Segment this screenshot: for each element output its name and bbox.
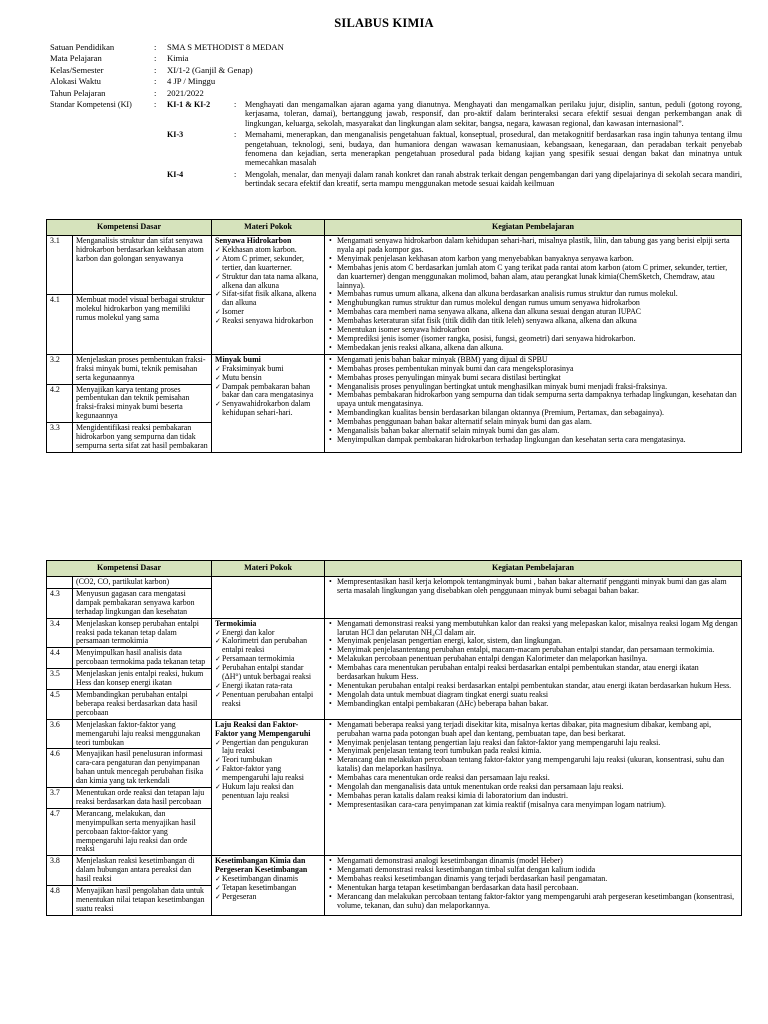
- kd-number: 3.7: [47, 788, 73, 809]
- table-header-row: [47, 220, 742, 236]
- materi-item: ✓ Fraksiminyak bumi: [215, 365, 321, 374]
- kegiatan-item: • Membahas pembakaran hidrokarbon yang sempurna dan tidak sempurna serta dampaknya terhadap lingkungan, kesehatan dan upaya untuk mengatasinya.: [328, 391, 738, 409]
- kd-text: Menentukan orde reaksi dan tetapan laju reaksi berdasarkan data hasil percobaan: [73, 788, 212, 809]
- kegiatan-item: • Memprediksi jenis isomer (isomer rangka, posisi, fungsi, geometri) dari senyawa hidrokarbon.: [328, 335, 738, 344]
- syllabus-table-1: [46, 219, 742, 453]
- table-row: [47, 719, 742, 749]
- kegiatan-item: • Membahas proses penyulingan minyak bumi secara distilasi bertingkat: [328, 374, 738, 383]
- kd-text: Membandingkan perubahan entalpi beberapa reaksi berdasarkan data hasil percobaan: [73, 689, 212, 719]
- materi-item: ✓ Hukum laju reaksi dan penentuan laju reaksi: [215, 783, 321, 801]
- materi-item: ✓ Energi dan kalor: [215, 629, 321, 638]
- materi-list: [215, 246, 321, 326]
- ki-text: Mengolah, menalar, dan menyaji dalam ranah konkret dan ranah abstrak terkait dengan pengembangan dari yang dipelajarinya di sekolah secara mandiri, bertindak secara efektif dan kreatif, serta mampu menggunakan metode sesuai kaidah keilmuan: [245, 169, 742, 189]
- materi-title: Kesetimbangan Kimia dan Pergeseran Kesetimbangan: [215, 856, 308, 875]
- info-row: [50, 53, 750, 64]
- kegiatan-item: • Menghubungkan rumus struktur dan rumus molekul dengan rumus umum senyawa hidrokarbon: [328, 299, 738, 308]
- materi-title: Laju Reaksi dan Faktor-Faktor yang Mempengaruhi: [215, 719, 311, 738]
- kd-text: Menjelaskan proses pembentukan fraksi-fraksi minyak bumi, teknik pemisahan serta kegunaannya: [73, 354, 212, 384]
- kd-text: Menjelaskan jenis entalpi reaksi, hukum Hess dan konsep energi ikatan: [73, 669, 212, 690]
- kegiatan-item: • Mengolah dan menganalisis data untuk menentukan orde reaksi dan persamaan laju reaksi.: [328, 783, 738, 792]
- kegiatan-item: • Mempresentasikan cara-cara penyimpanan zat kimia reaktif (misalnya cara menyimpan logam natrium).: [328, 801, 738, 810]
- colon: :: [154, 87, 157, 98]
- info-label: Alokasi Waktu: [50, 76, 101, 87]
- info-row: [50, 88, 750, 99]
- materi-item: ✓ Tetapan kesetimbangan: [215, 884, 321, 893]
- colon: :: [234, 100, 237, 110]
- kd-text: Menyajikan karya tentang proses pembentukan dan teknik pemisahan fraksi-fraksi minyak bumi beserta kegunaannya: [73, 384, 212, 423]
- materi-item: ✓ Pengertian dan pengukuran laju reaksi: [215, 739, 321, 757]
- kegiatan-item: • Mengamati demonstrasi reaksi kesetimbangan timbal sulfat dengan kalium iodida: [328, 866, 738, 875]
- kd-text: Merancang, melakukan, dan menyimpulkan serta menyajikan hasil percobaan faktor-faktor yang mempengaruhi laju reaksi dan orde reaksi: [73, 808, 212, 856]
- header-materi-pokok: Materi Pokok: [212, 220, 325, 236]
- materi-item: ✓ Struktur dan tata nama alkana, alkena dan alkuna: [215, 273, 321, 291]
- kegiatan-item: • Membedakan jenis reaksi alkana, alkena dan alkuna.: [328, 344, 738, 353]
- info-label: Tahun Pelajaran: [50, 87, 106, 98]
- kegiatan-list: [328, 237, 738, 353]
- materi-list: [215, 875, 321, 902]
- materi-item: ✓ Kalorimetri dan perubahan entalpi reaksi: [215, 637, 321, 655]
- colon: :: [234, 169, 237, 179]
- materi-item: ✓ Atom C primer, sekunder, tertier, dan kuarterner.: [215, 255, 321, 273]
- kegiatan-item: • Membahas rumus umum alkana, alkena dan alkuna berdasarkan analisis rumus struktur dan rumus molekul.: [328, 290, 738, 299]
- ki-row: [50, 170, 750, 189]
- info-label: Kelas/Semester: [50, 64, 104, 75]
- materi-pokok-cell: [212, 354, 325, 452]
- kegiatan-item: • Menyimak penjelasan kekhasan atom karbon yang menyebabkan banyaknya senyawa karbon.: [328, 255, 738, 264]
- materi-item: ✓ Kesetimbangan dinamis: [215, 875, 321, 884]
- materi-pokok-cell: [212, 719, 325, 856]
- header-kompetensi-dasar: Kompetensi Dasar: [47, 220, 212, 236]
- syllabus-table-2: [46, 560, 742, 916]
- colon: :: [154, 53, 157, 64]
- kegiatan-item: • Membahas keteraturan sifat fisik (titik didih dan titik leleh) senyawa alkana, alkena dan alkuna: [328, 317, 738, 326]
- kd-number: [47, 577, 73, 589]
- kegiatan-item: • Merancang dan melakukan percobaan tentang faktor-faktor yang mempengaruhi arah pergeseran kesetimbangan (konsentrasi, volume, tekanan, dan suhu) dan melaporkannya.: [328, 893, 738, 911]
- kegiatan-item: • Menyimpulkan dampak pembakaran hidrokarbon terhadap lingkungan dan kesehatan serta cara mengatasinya.: [328, 436, 738, 445]
- kd-number: 3.1: [47, 236, 73, 295]
- header-kegiatan: Kegiatan Pembelajaran: [325, 561, 742, 577]
- kegiatan-item: • Menentukan perubahan entalpi reaksi berdasarkan entalpi pembentukan standar, atau energi ikatan berdasarkan hukum Hess.: [328, 682, 738, 691]
- ki-row: [50, 130, 750, 168]
- info-row: [50, 65, 750, 76]
- kd-text: Menjelaskan reaksi kesetimbangan di dalam hubungan antara pereaksi dan hasil reaksi: [73, 856, 212, 886]
- kd-number: 4.5: [47, 689, 73, 719]
- kegiatan-item: • Mengamati beberapa reaksi yang terjadi disekitar kita, misalnya kertas dibakar, pita magnesium dibakar, kembang api, perubahan warna pada potongan buah apel dan kentang, pembuatan tape, dan besi berkarat.: [328, 721, 738, 739]
- info-label: Mata Pelajaran: [50, 53, 102, 64]
- kegiatan-item: • Menyimak penjelasantentang perubahan entalpi, macam-macam perubahan entalpi standar, dan persamaan termokimia.: [328, 646, 738, 655]
- materi-item: ✓ Energi ikatan rata-rata: [215, 682, 321, 691]
- info-value: 2021/2022: [167, 87, 204, 98]
- kegiatan-list: [328, 721, 738, 810]
- kegiatan-item: • Mengamati senyawa hidrokarbon dalam kehidupan sehari-hari, misalnya plastik, lilin, dan tabung gas yang berisi elpiji serta nyala api pada kompor gas.: [328, 237, 738, 255]
- materi-item: ✓ Sifat-sifat fisik alkana, alkena dan alkuna: [215, 290, 321, 308]
- kegiatan-item: • Membahas peran katalis dalam reaksi kimia di laboratorium dan industri.: [328, 792, 738, 801]
- kegiatan-list: [328, 620, 738, 709]
- materi-item: ✓ Faktor-faktor yang mempengaruhi laju reaksi: [215, 765, 321, 783]
- kegiatan-item: • Mengamati jenis bahan bakar minyak (BBM) yang dijual di SPBU: [328, 356, 738, 365]
- kd-number: 4.7: [47, 808, 73, 856]
- kd-number: 4.6: [47, 749, 73, 788]
- kegiatan-item: • Menganalisis bahan bakar alternatif selain minyak bumi dan gas alam.: [328, 427, 738, 436]
- colon: :: [154, 64, 157, 75]
- kegiatan-list: [328, 578, 738, 596]
- kd-text: Menyajikan hasil penelusuran informasi cara-cara pengaturan dan penyimpanan bahan untuk mencegah perubahan fisika dan kimia yang tak terkendali: [73, 749, 212, 788]
- kegiatan-item: • Mempresentasikan hasil kerja kelompok tentangminyak bumi , bahan bakar alternatif pengganti minyak bumi dan gas alam serta masalah lingkungan yang disebabkan oleh penggunaan minyak bumi sebagai bahan bakar.: [328, 578, 738, 596]
- kegiatan-item: • Membandingkan kualitas bensin berdasarkan bilangan oktannya (Premium, Pertamax, dan sebagainya).: [328, 409, 738, 418]
- kegiatan-item: • Menyimak penjelasan pengertian energi, kalor, sistem, dan lingkungan.: [328, 637, 738, 646]
- kegiatan-cell: [325, 856, 742, 915]
- kd-text: (CO2, CO, partikulat karbon): [73, 577, 212, 589]
- kegiatan-item: • Membahas cara memberi nama senyawa alkana, alkena dan alkuna sesuai dengan aturan IUPAC: [328, 308, 738, 317]
- colon: :: [234, 130, 237, 140]
- info-value: SMA S METHODIST 8 MEDAN: [167, 42, 284, 52]
- materi-item: ✓ Senyawahidrokarbon dalam kehidupan sehari-hari.: [215, 400, 321, 418]
- materi-pokok-cell: [212, 856, 325, 915]
- table-row: [47, 354, 742, 384]
- kd-number: 4.4: [47, 648, 73, 669]
- kegiatan-cell: [325, 719, 742, 856]
- ki-row: [50, 100, 750, 128]
- kd-text: Menjelaskan konsep perubahan entalpi reaksi pada tekanan tetap dalam persamaan termokimia: [73, 618, 212, 648]
- kd-text: Membuat model visual berbagai struktur molekul hidrokarbon yang memiliki rumus molekul yang sama: [73, 295, 212, 354]
- materi-item: ✓ Reaksi senyawa hidrokarbon: [215, 317, 321, 326]
- kegiatan-item: • Mengamati demonstrasi analogi kesetimbangan dinamis (model Heber): [328, 857, 738, 866]
- kegiatan-item: • Menentukan harga tetapan kesetimbangan berdasarkan data hasil percobaan.: [328, 884, 738, 893]
- kegiatan-list: [328, 356, 738, 445]
- info-value: 4 JP / Minggu: [167, 76, 216, 87]
- kegiatan-item: • Membandingkan entalpi pembakaran (ΔHc) beberapa bahan bakar.: [328, 700, 738, 709]
- colon: :: [154, 100, 157, 110]
- kegiatan-cell: [325, 618, 742, 719]
- kegiatan-item: • Mengamati demonstrasi reaksi yang membutuhkan kalor dan reaksi yang melepaskan kalor, misalnya reaksi logam Mg dengan larutan HCl dan pelarutan NH₄Cl dalam air.: [328, 620, 738, 638]
- materi-pokok-cell: [212, 577, 325, 619]
- info-value: XI/1-2 (Ganjil & Genap): [167, 64, 253, 75]
- kegiatan-cell: [325, 577, 742, 619]
- materi-title: Senyawa Hidrokarbon: [215, 236, 292, 245]
- ki-code: KI-4: [167, 169, 184, 179]
- materi-item: ✓ Isomer: [215, 308, 321, 317]
- materi-item: ✓ Teori tumbukan: [215, 756, 321, 765]
- header-kegiatan: Kegiatan Pembelajaran: [325, 220, 742, 236]
- kd-number: 4.8: [47, 886, 73, 916]
- kd-text: Menjelaskan faktor-faktor yang memengaruhi laju reaksi menggunakan teori tumbukan: [73, 719, 212, 749]
- table-row: [47, 618, 742, 648]
- kd-text: Menyajikan hasil pengolahan data untuk menentukan nilai tetapan kesetimbangan suatu reaksi: [73, 886, 212, 916]
- kd-text: Menyimpulkan hasil analisis data percobaan termokima pada tekanan tetap: [73, 648, 212, 669]
- table-row: [47, 577, 742, 589]
- materi-item: ✓ Kekhasan atom karbon.: [215, 246, 321, 255]
- info-row: [50, 76, 750, 87]
- materi-item: ✓ Pergeseran: [215, 893, 321, 902]
- materi-item: ✓ Mutu bensin: [215, 374, 321, 383]
- kegiatan-item: • Membahas proses pembentukan minyak bumi dan cara mengeksplorasinya: [328, 365, 738, 374]
- kegiatan-list: [328, 857, 738, 910]
- header-kompetensi-dasar: Kompetensi Dasar: [47, 561, 212, 577]
- ki-code: KI-1 & KI-2: [167, 100, 211, 110]
- materi-pokok-cell: [212, 618, 325, 719]
- kd-text: Mengidentifikasi reaksi pembakaran hidrokarbon yang sempurna dan tidak sempurna serta sifat zat hasil pembakaran: [73, 423, 212, 453]
- ki-text: Memahami, menerapkan, dan menganalisis pengetahuan faktual, konseptual, prosedural, dan metakognitif berdasarkan rasa ingin tahunya tentang ilmu pengetahuan, teknologi, seni, budaya, dan humaniora dengan wawasan kemanusiaan, kebangsaan, kenegaraan, dan peradaban terkait penyebab fenomena dan kejadian, serta menerapkan pengetahuan prosedural pada bidang kajian yang spesifik sesuai dengan bakat dan minatnya untuk memecahkan masalah: [245, 130, 742, 168]
- kegiatan-item: • Menentukan isomer senyawa hidrokarbon: [328, 326, 738, 335]
- kegiatan-item: • Menyimak penjelasan tentang teori tumbukan pada reaksi kimia.: [328, 747, 738, 756]
- kd-number: 3.4: [47, 618, 73, 648]
- document-title: SILABUS KIMIA: [334, 16, 434, 30]
- materi-item: ✓ Dampak pembakaran bahan bakar dan cara mengatasinya: [215, 383, 321, 401]
- kegiatan-item: • Membahas reaksi kesetimbangan dinamis yang terjadi berdasarkan hasil pengamatan.: [328, 875, 738, 884]
- kd-number: 4.2: [47, 384, 73, 423]
- kd-number: 3.5: [47, 669, 73, 690]
- kd-number: 3.3: [47, 423, 73, 453]
- kd-number: 3.6: [47, 719, 73, 749]
- kegiatan-cell: [325, 236, 742, 355]
- kegiatan-item: • Membahas jenis atom C berdasarkan jumlah atom C yang terikat pada rantai atom karbon (atom C primer, sekunder, tertier, dan kuarterner) dengan menggunakan molimod, bahan alam, atau perangkat lunak kimia(ChemSketch, Chemdraw, atau lainnya).: [328, 264, 738, 291]
- kegiatan-item: • Membahas cara menentukan orde reaksi dan persamaan laju reaksi.: [328, 774, 738, 783]
- info-label: Satuan Pendidikan: [50, 42, 115, 52]
- materi-item: ✓ Penentuan perubahan entalpi reaksi: [215, 691, 321, 709]
- kd-text: Menganalisis struktur dan sifat senyawa hidrokarbon berdasarkan kekhasan atom karbon dan golongan senyawanya: [73, 236, 212, 295]
- table-row: [47, 856, 742, 886]
- materi-title: Termokimia: [215, 618, 257, 628]
- identity-block: [50, 42, 750, 189]
- kegiatan-item: • Menyimak penjelasan tentang pengertian laju reaksi dan faktor-faktor yang mempengaruhi laju reaksi.: [328, 739, 738, 748]
- kegiatan-item: • Mengolah data untuk membuat diagram tingkat energi suatu reaksi: [328, 691, 738, 700]
- materi-list: [215, 739, 321, 801]
- colon: :: [154, 42, 157, 52]
- kd-number: 3.2: [47, 354, 73, 384]
- materi-list: [215, 629, 321, 709]
- header-materi-pokok: Materi Pokok: [212, 561, 325, 577]
- standar-label: Standar Kompetensi (KI): [50, 100, 132, 110]
- materi-list: [215, 365, 321, 418]
- materi-item: ✓ Perubahan entalpi standar (ΔH°) untuk berbagai reaksi: [215, 664, 321, 682]
- kegiatan-item: • Menganalisis proses penyulingan bertingkat untuk menghasilkan minyak bumi menjadi fraksi-fraksinya.: [328, 383, 738, 392]
- ki-code: KI-3: [167, 130, 184, 140]
- materi-title: Minyak bumi: [215, 354, 261, 364]
- kegiatan-item: • Membahas cara menentukan perubahan entalpi reaksi berdasarkan entalpi pembentukan standar, atau energi ikatan berdasarkan hukum Hess.: [328, 664, 738, 682]
- kegiatan-item: • Membahas penggunaan bahan bakar alternatif selain minyak bumi dan gas alam.: [328, 418, 738, 427]
- table-row: [47, 236, 742, 295]
- kd-text: Menyusun gagasan cara mengatasi dampak pembakaran senyawa karbon terhadap lingkungan dan kesehatan: [73, 588, 212, 618]
- kd-number: 4.3: [47, 588, 73, 618]
- kegiatan-cell: [325, 354, 742, 452]
- info-value: Kimia: [167, 53, 189, 64]
- colon: :: [154, 76, 157, 87]
- kegiatan-item: • Merancang dan melakukan percobaan tentang faktor-faktor yang mempengaruhi laju reaksi (ukuran, konsentrasi, suhu dan katalis) dan melaporkan hasilnya.: [328, 756, 738, 774]
- kd-number: 3.8: [47, 856, 73, 886]
- ki-text: Menghayati dan mengamalkan ajaran agama yang dianutnya. Menghayati dan mengamalkan perilaku jujur, disiplin, santun, peduli (gotong royong, kerjasama, toleran, damai), bertanggung jawab, responsif, dan pro-aktif dalam berinteraksi secara efektif sesuai dengan perkembangan anak di lingkungan, keluarga, sekolah, masyarakat dan lingkungan alam sekitar, bangsa, negara, kawasan regional, dan kawasan internasional”.: [245, 100, 742, 128]
- materi-item: ✓ Persamaan termokimia: [215, 655, 321, 664]
- info-row: [50, 42, 750, 53]
- materi-pokok-cell: [212, 236, 325, 355]
- kd-number: 4.1: [47, 295, 73, 354]
- table-header-row: [47, 561, 742, 577]
- kegiatan-item: • Melakukan percobaan penentuan perubahan entalpi dengan Kalorimeter dan melaporkan hasilnya.: [328, 655, 738, 664]
